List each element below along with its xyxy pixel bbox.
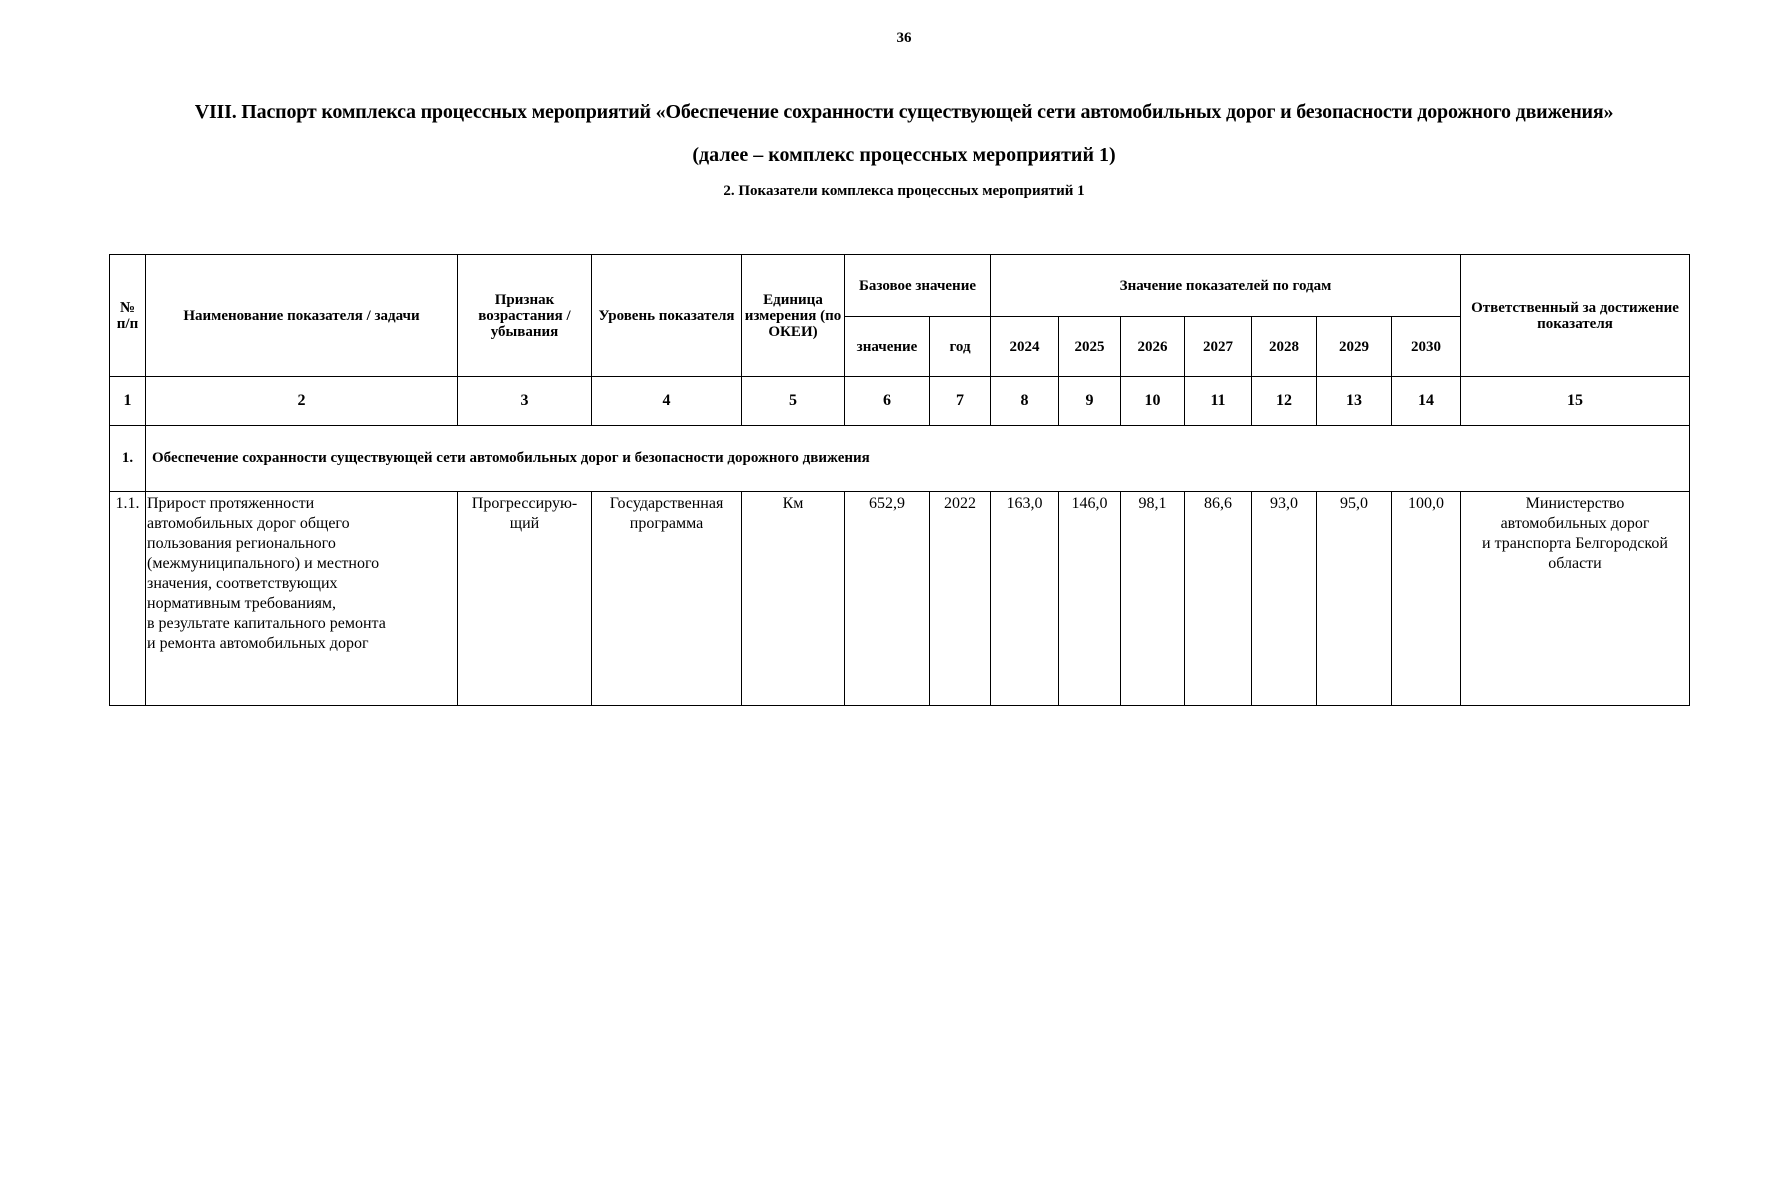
base-year: 2022 bbox=[930, 492, 991, 706]
column-number: 15 bbox=[1461, 377, 1690, 426]
indicator-level bbox=[592, 492, 742, 706]
indicators-table bbox=[109, 254, 1690, 706]
indicator-name-line: в результате капитального ремонта bbox=[147, 615, 386, 632]
header-year: 2024 bbox=[991, 317, 1059, 377]
sign-line: щий bbox=[509, 515, 540, 532]
document-title: VIII. Паспорт комплекса процессных мероприятий «Обеспечение сохранности существующей сети автомобильных дорог и безопасности дорожного движения» bbox=[194, 101, 1614, 123]
header-year: 2025 bbox=[1059, 317, 1121, 377]
column-number: 2 bbox=[146, 377, 458, 426]
indicator-name-line: и ремонта автомобильных дорог bbox=[147, 635, 369, 652]
responsible-line: области bbox=[1548, 555, 1602, 572]
indicator-name-line: (межмуниципального) и местного bbox=[147, 555, 380, 572]
header-year: 2029 bbox=[1317, 317, 1392, 377]
column-number: 7 bbox=[930, 377, 991, 426]
indicator-name-line: значения, соответствующих bbox=[147, 575, 338, 592]
header-year: 2027 bbox=[1185, 317, 1252, 377]
responsible-line: автомобильных дорог bbox=[1500, 515, 1650, 532]
indicator-name-line: пользования регионального bbox=[147, 535, 336, 552]
header-unit: Единица измерения (по ОКЕИ) bbox=[742, 255, 845, 377]
indicator-name-line: автомобильных дорог общего bbox=[147, 515, 350, 532]
base-value: 652,9 bbox=[845, 492, 930, 706]
indicator-unit: Км bbox=[742, 492, 845, 706]
column-number: 13 bbox=[1317, 377, 1392, 426]
section-title: Обеспечение сохранности существующей сети автомобильных дорог и безопасности дорожного движения bbox=[146, 426, 1690, 492]
header-base: Базовое значение bbox=[845, 255, 991, 317]
responsible-line: Министерство bbox=[1525, 495, 1625, 512]
header-base-value: значение bbox=[845, 317, 930, 377]
header-responsible: Ответственный за достижение показателя bbox=[1461, 255, 1690, 377]
indicator-name-line: нормативным требованиям, bbox=[147, 595, 337, 612]
year-value: 86,6 bbox=[1185, 492, 1252, 706]
indicator-sign bbox=[458, 492, 592, 706]
level-line: программа bbox=[629, 515, 704, 532]
responsible-line: и транспорта Белгородской bbox=[1482, 535, 1668, 552]
header-level: Уровень показателя bbox=[592, 255, 742, 377]
column-number-row bbox=[110, 377, 1690, 426]
header-num: № п/п bbox=[110, 255, 146, 377]
section-heading: 2. Показатели комплекса процессных мероприятий 1 bbox=[723, 183, 1085, 199]
column-number: 1 bbox=[110, 377, 146, 426]
column-number: 4 bbox=[592, 377, 742, 426]
section-row bbox=[110, 426, 1690, 492]
table-row bbox=[110, 492, 1690, 706]
indicator-name-line: Прирост протяженности bbox=[147, 495, 315, 512]
page-number: 36 bbox=[896, 30, 912, 46]
column-number: 6 bbox=[845, 377, 930, 426]
column-number: 5 bbox=[742, 377, 845, 426]
section-num: 1. bbox=[110, 426, 146, 492]
responsible bbox=[1461, 492, 1690, 706]
column-number: 10 bbox=[1121, 377, 1185, 426]
column-number: 8 bbox=[991, 377, 1059, 426]
document-subtitle: (далее – комплекс процессных мероприятий 1) bbox=[692, 144, 1116, 166]
header-year: 2026 bbox=[1121, 317, 1185, 377]
header-name: Наименование показателя / задачи bbox=[146, 255, 458, 377]
column-number: 11 bbox=[1185, 377, 1252, 426]
year-value: 95,0 bbox=[1317, 492, 1392, 706]
indicator-name bbox=[146, 492, 458, 706]
sign-line: Прогрессирую- bbox=[471, 495, 578, 512]
header-sign: Признак возрастания / убывания bbox=[458, 255, 592, 377]
row-num: 1.1. bbox=[110, 492, 146, 706]
year-value: 98,1 bbox=[1121, 492, 1185, 706]
column-number: 9 bbox=[1059, 377, 1121, 426]
year-value: 146,0 bbox=[1059, 492, 1121, 706]
header-year: 2030 bbox=[1392, 317, 1461, 377]
header-base-year: год bbox=[930, 317, 991, 377]
column-number: 14 bbox=[1392, 377, 1461, 426]
header-years-group: Значение показателей по годам bbox=[991, 255, 1461, 317]
level-line: Государственная bbox=[609, 495, 724, 512]
year-value: 93,0 bbox=[1252, 492, 1317, 706]
column-number: 3 bbox=[458, 377, 592, 426]
year-value: 100,0 bbox=[1392, 492, 1461, 706]
column-number: 12 bbox=[1252, 377, 1317, 426]
header-year: 2028 bbox=[1252, 317, 1317, 377]
header-row-1 bbox=[110, 255, 1690, 317]
year-value: 163,0 bbox=[991, 492, 1059, 706]
